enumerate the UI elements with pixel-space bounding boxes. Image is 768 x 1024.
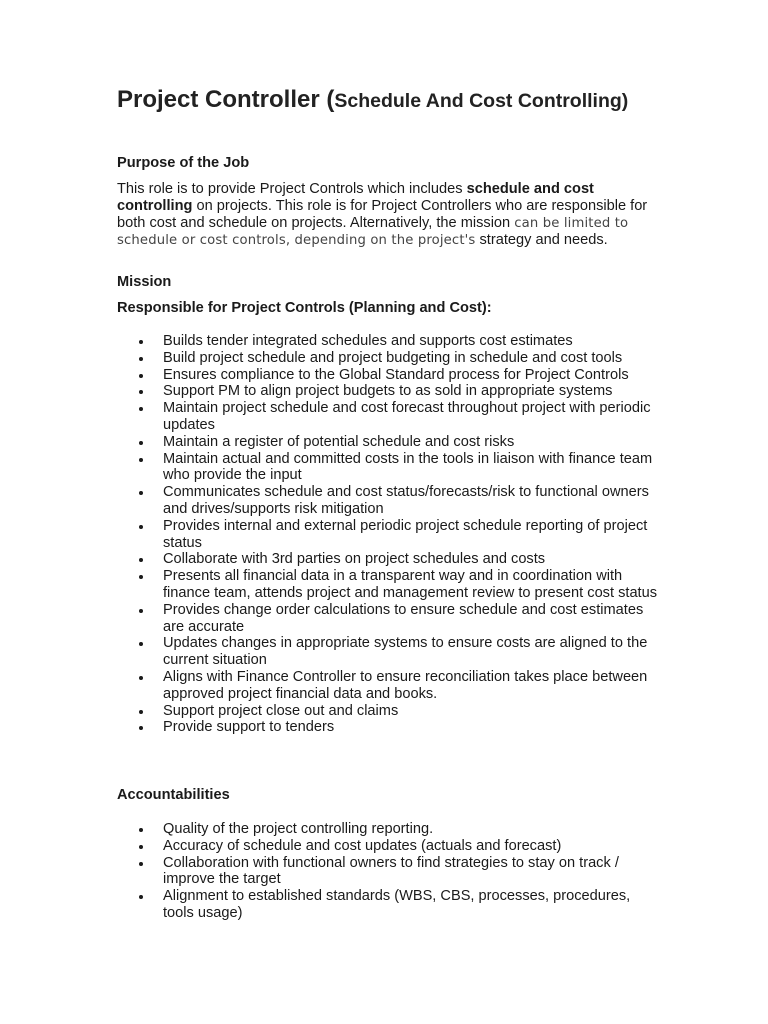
purpose-text-2: on projects. This role is for Project Controllers who are responsible for both cost and schedule on projects. Alternatively, the mission (117, 198, 648, 231)
purpose-text-1: This role is to provide Project Controls which includes (117, 181, 467, 197)
mission-item-text: Provides internal and external periodic project schedule reporting of project status (163, 517, 648, 551)
bullet-icon (139, 895, 143, 899)
bullet-icon (139, 357, 143, 361)
purpose-text-bold: schedule and cost controlling (117, 181, 594, 214)
mission-item-text: Updates changes in appropriate systems to ensure costs are aligned to the current situation (163, 635, 648, 669)
accountability-item-text: Alignment to established standards (WBS, CBS, processes, procedures, tools usage) (163, 888, 631, 921)
mission-item (117, 551, 662, 568)
mission-item (117, 602, 662, 636)
mission-item-text: Communicates schedule and cost status/forecasts/risk to functional owners and drives/supports risk mitigation (163, 484, 649, 517)
mission-item (117, 669, 662, 703)
title-subtitle: Schedule And Cost Controlling) (334, 90, 629, 112)
mission-item (117, 333, 662, 350)
accountability-item (117, 838, 662, 855)
bullet-icon (139, 845, 143, 849)
accountability-item (117, 821, 662, 838)
bullet-icon (139, 441, 143, 445)
purpose-text-3: strategy and needs. (475, 232, 608, 248)
bullet-icon (139, 575, 143, 579)
accountability-item (117, 888, 662, 922)
bullet-icon (139, 609, 143, 613)
mission-item-text: Ensures compliance to the Global Standard process for Project Controls (163, 366, 629, 383)
mission-item-text: Support project close out and claims (163, 702, 399, 719)
mission-item (117, 719, 662, 736)
purpose-paragraph (117, 181, 657, 249)
bullet-icon (139, 407, 143, 411)
mission-item (117, 451, 662, 485)
mission-item-text: Provides change order calculations to ensure schedule and cost estimates are accurate (163, 601, 644, 635)
bullet-icon (139, 491, 143, 495)
accountability-item (117, 855, 662, 889)
page-title (117, 84, 628, 117)
accountability-item-text: Quality of the project controlling reporting. (163, 821, 434, 837)
bullet-icon (139, 525, 143, 529)
mission-item (117, 518, 662, 552)
mission-item (117, 484, 662, 518)
bullet-icon (139, 642, 143, 646)
title-main: Project Controller ( (117, 86, 335, 113)
mission-item (117, 568, 662, 602)
mission-item-text: Maintain actual and committed costs in the tools in liaison with finance team who provide the input (163, 450, 653, 484)
accountability-item-text: Accuracy of schedule and cost updates (actuals and forecast) (163, 837, 562, 854)
mission-item (117, 383, 662, 400)
accountabilities-heading: Accountabilities (117, 787, 230, 803)
mission-item (117, 635, 662, 669)
bullet-icon (139, 676, 143, 680)
purpose-heading: Purpose of the Job (117, 155, 250, 171)
mission-item (117, 703, 662, 720)
accountability-item-text: Collaboration with functional owners to find strategies to stay on track / improve the target (163, 854, 619, 888)
bullet-icon (139, 710, 143, 714)
mission-item-text: Maintain a register of potential schedule and cost risks (163, 433, 515, 450)
bullet-icon (139, 340, 143, 344)
mission-list (117, 333, 662, 736)
purpose-text-alt: can be limited to schedule or cost controls, depending on the project's (117, 216, 629, 248)
bullet-icon (139, 374, 143, 378)
bullet-icon (139, 390, 143, 394)
mission-item-text: Build project schedule and project budgeting in schedule and cost tools (163, 349, 623, 366)
bullet-icon (139, 828, 143, 832)
bullet-icon (139, 558, 143, 562)
mission-item-text: Builds tender integrated schedules and supports cost estimates (163, 333, 573, 349)
bullet-icon (139, 862, 143, 866)
mission-item (117, 350, 662, 367)
mission-item-text: Maintain project schedule and cost forecast throughout project with periodic updates (163, 400, 651, 433)
mission-item-text: Presents all financial data in a transparent way and in coordination with finance team, attends project and management review to present cost status (163, 568, 658, 601)
mission-item (117, 400, 662, 434)
mission-item (117, 367, 662, 384)
mission-subheading: Responsible for Project Controls (Planning and Cost): (117, 300, 492, 316)
mission-item (117, 434, 662, 451)
mission-heading: Mission (117, 274, 172, 290)
accountabilities-list (117, 821, 662, 922)
mission-item-text: Aligns with Finance Controller to ensure reconciliation takes place between approved project financial data and books. (163, 668, 648, 702)
bullet-icon (139, 458, 143, 462)
bullet-icon (139, 726, 143, 730)
mission-item-text: Support PM to align project budgets to as sold in appropriate systems (163, 383, 613, 400)
mission-item-text: Provide support to tenders (163, 719, 335, 736)
mission-item-text: Collaborate with 3rd parties on project schedules and costs (163, 551, 546, 568)
